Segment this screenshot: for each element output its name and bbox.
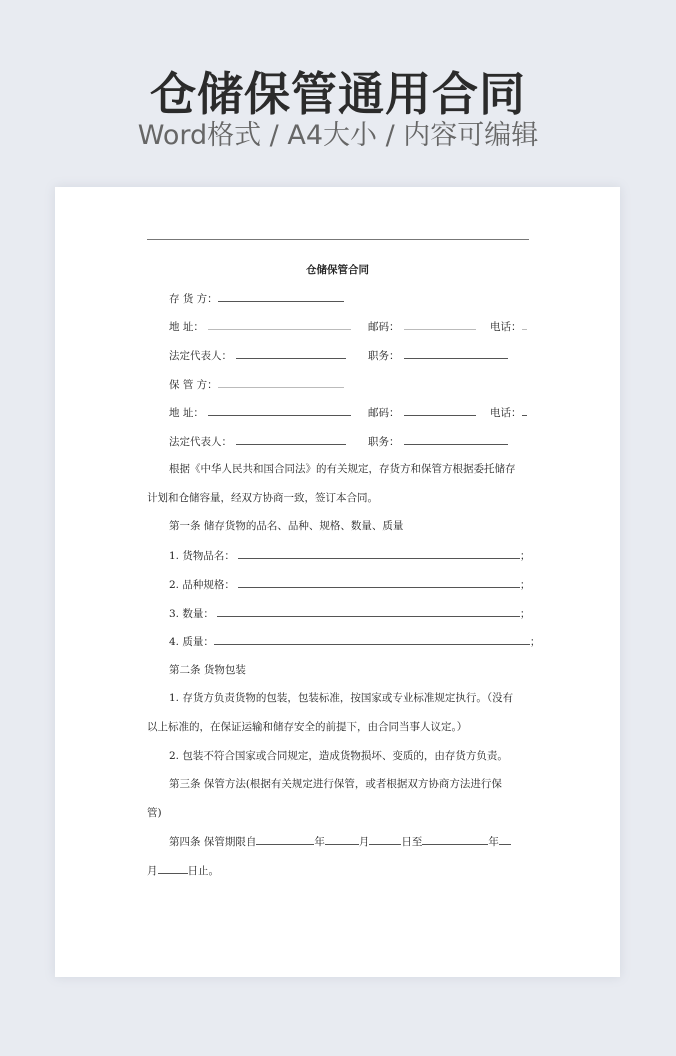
document-body xyxy=(55,187,620,977)
preamble-line-2: 计划和仓储容量，经双方协商一致，签订本合同。 xyxy=(147,492,378,504)
article-2-item-1-line-2: 以上标准的，在保证运输和储存安全的前提下，由合同当事人议定。） xyxy=(147,721,468,733)
year-label: 年 xyxy=(314,836,325,848)
day-to-label: 日至 xyxy=(401,836,423,848)
article-1-heading: 第一条 储存货物的品名、品种、规格、数量、质量 xyxy=(169,520,404,532)
hero-title: 仓储保管通用合同 xyxy=(150,67,526,121)
custodian-legal-rep-row xyxy=(169,434,346,449)
preamble-line-1: 根据《中华人民共和国合同法》的有关规定，存货方和保管方根据委托储存 xyxy=(169,463,516,475)
end-day-field[interactable] xyxy=(158,863,188,874)
article-4-line-2 xyxy=(147,863,219,878)
depositor-label: 存 货 方： xyxy=(169,293,218,305)
custodian-row xyxy=(169,377,344,392)
item-label: 1. 货物品名： xyxy=(169,550,235,562)
start-day-field[interactable] xyxy=(369,834,401,845)
quality-field[interactable] xyxy=(214,634,530,645)
end-month-field-part[interactable] xyxy=(499,834,511,845)
custodian-address-field[interactable] xyxy=(208,405,351,416)
article-4-prefix: 第四条 保管期限自 xyxy=(169,836,257,848)
depositor-phone-row xyxy=(490,319,527,334)
custodian-postcode-label: 邮码： xyxy=(368,407,400,419)
depositor-position-label: 职务： xyxy=(368,350,400,362)
item-terminator: ； xyxy=(519,550,531,562)
depositor-legal-rep-row xyxy=(169,348,346,363)
item-label: 4. 质量： xyxy=(169,636,214,648)
item-terminator: ； xyxy=(519,579,531,591)
hero-subtitle: Word格式 / A4大小 / 内容可编辑 xyxy=(137,120,539,151)
depositor-postcode-field[interactable] xyxy=(404,319,476,330)
document-title: 仓储保管合同 xyxy=(306,264,369,276)
custodian-legal-rep-label: 法定代表人： xyxy=(169,436,232,448)
item-terminator: ； xyxy=(519,608,531,620)
custodian-postcode-field[interactable] xyxy=(404,405,476,416)
depositor-postcode-label: 邮码： xyxy=(368,321,400,333)
depositor-row xyxy=(169,291,344,306)
depositor-postcode-row xyxy=(368,319,476,334)
article-3-line-1: 第三条 保管方法(根据有关规定进行保管，或者根据双方协商方法进行保 xyxy=(169,778,502,790)
custodian-position-field[interactable] xyxy=(404,434,508,445)
depositor-position-row xyxy=(368,348,508,363)
depositor-legal-rep-label: 法定代表人： xyxy=(169,350,232,362)
custodian-address-label: 地 址： xyxy=(169,407,204,419)
document-page xyxy=(55,187,620,977)
article-2-item-1-line-1: 1. 存货方负责货物的包装，包装标准，按国家或专业标准规定执行。（没有 xyxy=(169,692,514,704)
custodian-position-label: 职务： xyxy=(368,436,400,448)
article-2-heading: 第二条 货物包装 xyxy=(169,664,246,676)
custodian-phone-field[interactable] xyxy=(522,405,527,416)
custodian-position-row xyxy=(368,434,508,449)
depositor-legal-rep-field[interactable] xyxy=(236,348,346,359)
goods-name-field[interactable] xyxy=(238,548,520,559)
custodian-label: 保 管 方： xyxy=(169,379,218,391)
depositor-phone-field[interactable] xyxy=(522,319,527,330)
article-2-item-2: 2. 包装不符合国家或合同规定，造成货物损坏、变质的，由存货方负责。 xyxy=(169,750,508,762)
article-1-item xyxy=(169,634,540,649)
day-end-label: 日止。 xyxy=(187,865,219,877)
end-year-field[interactable] xyxy=(422,834,488,845)
quantity-field[interactable] xyxy=(217,606,520,617)
article-1-item xyxy=(169,577,530,592)
custodian-address-row xyxy=(169,405,351,420)
year-label-2: 年 xyxy=(488,836,499,848)
start-year-field[interactable] xyxy=(256,834,314,845)
depositor-address-field[interactable] xyxy=(208,319,351,330)
item-label: 3. 数量： xyxy=(169,608,214,620)
depositor-address-label: 地 址： xyxy=(169,321,204,333)
month-label: 月 xyxy=(358,836,370,848)
depositor-field[interactable] xyxy=(218,291,344,302)
article-1-item xyxy=(169,606,530,621)
article-3-line-2: 管) xyxy=(147,807,162,819)
depositor-position-field[interactable] xyxy=(404,348,508,359)
month-label-2: 月 xyxy=(147,865,158,877)
article-1-item xyxy=(169,548,530,563)
start-month-field[interactable] xyxy=(325,834,359,845)
custodian-phone-row xyxy=(490,405,527,420)
depositor-address-row xyxy=(169,319,351,334)
article-4-line-1 xyxy=(169,834,511,849)
item-label: 2. 品种规格： xyxy=(169,579,235,591)
custodian-field[interactable] xyxy=(218,377,344,388)
custodian-phone-label: 电话： xyxy=(490,407,522,419)
custodian-postcode-row xyxy=(368,405,476,420)
depositor-phone-label: 电话： xyxy=(490,321,522,333)
item-terminator: ； xyxy=(529,636,541,648)
variety-spec-field[interactable] xyxy=(238,577,520,588)
custodian-legal-rep-field[interactable] xyxy=(236,434,346,445)
